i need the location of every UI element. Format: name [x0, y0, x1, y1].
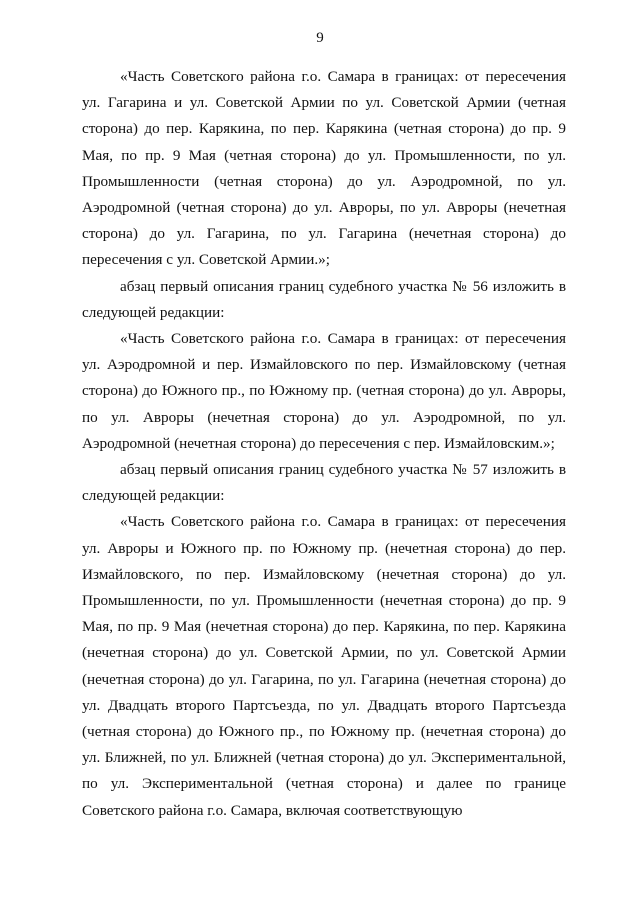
- page-number: 9: [316, 30, 324, 46]
- amendment-instruction-paragraph: абзац первый описания границ судебного участка № 56 изложить в следующей редакции:: [82, 277, 566, 321]
- amendment-instruction-paragraph: абзац первый описания границ судебного участка № 57 изложить в следующей редакции:: [82, 461, 566, 505]
- boundary-description-paragraph: «Часть Советского района г.о. Самара в границах: от пересечения ул. Авроры и Южного пр. по Южному пр. (нечетная сторона) до пер. Измайловского, по пер. Измайловскому (нечетная сторона) до ул. Промышленности, по ул. Промышленности (нечетная сторона) до пр. 9 Мая, по пр. 9 Мая (нечетная сторона) до пер. Карякина, по пер. Карякина (нечетная сторона) до ул. Советской Армии, по ул. Советской Армии (нечетная сторона) до ул. Гагарина, по ул. Гагарина (нечетная сторона) до ул. Двадцать второго Партсъезда, по ул. Двадцать второго Партсъезда (четная сторона) до Южного пр., по Южному пр. (нечетная сторона) до ул. Ближней, по ул. Ближней (четная сторона) до ул. Экспериментальной, по ул. Экспериментальной (четная сторона) и далее по границе Советского района г.о. Самара, включая соответствующую: [82, 513, 566, 819]
- boundary-description-paragraph: «Часть Советского района г.о. Самара в границах: от пересечения ул. Аэродромной и пер. Измайловского по пер. Измайловскому (четная сторона) до Южного пр., по Южному пр. (четная сторона) до ул. Авроры, по ул. Авроры (нечетная сторона) до ул. Аэродромной, по ул. Аэродромной (нечетная сторона) до пересечения с пер. Измайловским.»;: [82, 330, 566, 452]
- boundary-description-paragraph: «Часть Советского района г.о. Самара в границах: от пересечения ул. Гагарина и ул. Советской Армии по ул. Советской Армии (четная сторона) до пер. Карякина, по пер. Карякина (четная сторона) до пр. 9 Мая, по пр. 9 Мая (четная сторона) до ул. Промышленности, по ул. Промышленности (четная сторона) до ул. Аэродромной, по ул. Аэродромной (четная сторона) до ул. Авроры, по ул. Авроры (нечетная сторона) до ул. Гагарина, по ул. Гагарина (нечетная сторона) до пересечения с ул. Советской Армии.»;: [82, 68, 566, 269]
- document-body: [82, 64, 566, 824]
